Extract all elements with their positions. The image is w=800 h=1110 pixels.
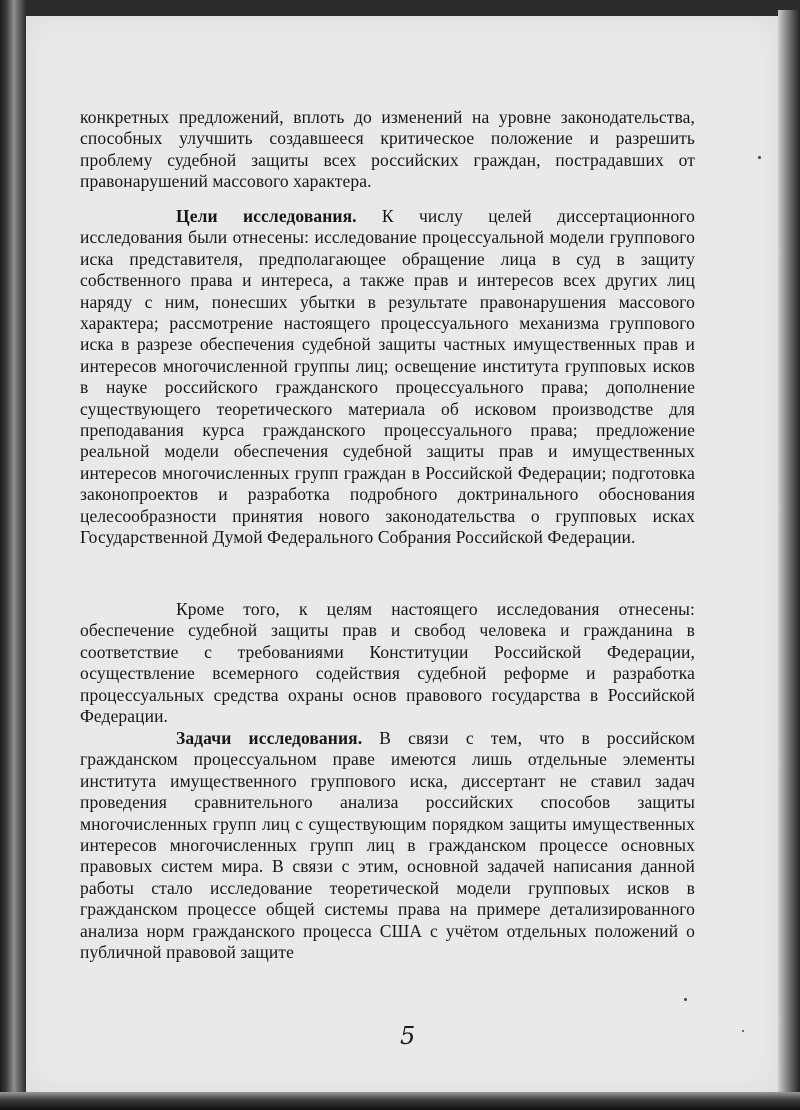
page-number: 5 (400, 1022, 416, 1050)
paragraph-text: Кроме того, к целям настоящего исследования отнесены: обеспечение судебной защиты прав и свобод человека и гражданина в соответствие с требованиями Конституции Российской Федерации, осуществление всемерного содействия судебной реформе и разработка процессуальных средства охраны основ правового государства в Российской Федерации. (80, 599, 695, 727)
paragraph-text: К числу целей диссертационного исследования были отнесены: исследование процессуальной модели группового иска представителя, предполагающее обращение лица в суд в защиту собственного права и интереса, а также прав и интересов всех других лиц наряду с ним, понесших убытки в результате правонарушения массового характера; рассмотрение настоящего процессуального механизма группового иска в разрезе обеспечения судебной защиты частных имущественных прав и интересов многочисленной группы лиц; освещение института групповых исков в науке российского гражданского процессуального права; дополнение существующего теоретического материала об исковом производстве для преподавания курса гражданского процессуального права; предложение реальной модели обеспечения судебной защиты прав и имущественных интересов многочисленных групп граждан в Российской Федерации; подготовка законопроектов и разработка подробного доктринального обоснования целесообразности принятия нового законодательства о групповых исках Государственной Думой Федерального Собрания Российской Федерации. (80, 206, 696, 548)
scan-speck (758, 156, 761, 159)
page-edge-bottom (0, 1092, 800, 1110)
paragraph-body (80, 206, 695, 549)
page-edge-right (778, 10, 800, 1110)
scan-speck (742, 1030, 744, 1032)
paragraph-research-tasks (80, 728, 695, 963)
section-heading-tasks: Задачи исследования. (176, 728, 363, 748)
paragraph-text: В связи с тем, что в российском гражданском процессуальном праве имеются лишь отдельные элементы института имущественного группового иска, диссертант не ставил задач проведения сравнительного анализа российских способов защиты многочисленных групп лиц с существующим порядком защиты имущественных интересов многочисленных групп лиц в гражданском процессе основных правовых систем мира. В связи с этим, основной задачей написания данной работы стало исследование теоретической модели групповых исков в гражданском процессе общей системы права на примере детализированного анализа норм гражданского процесса США с учётом отдельных положений о публичной правовой защите (80, 728, 695, 963)
paragraph-body (80, 728, 695, 963)
scan-speck (684, 998, 687, 1001)
section-heading-goals: Цели исследования. (176, 206, 357, 226)
paragraph-text: конкретных предложений, вплоть до изменений на уровне законодательства, способных улучшить создавшееся критическое положение и разрешить проблему судебной защиты всех российских граждан, пострадавших от правонарушений массового характера. (80, 107, 695, 192)
paragraph-research-goals (80, 206, 695, 549)
paragraph-additional-goals (80, 599, 695, 727)
paragraph-continuation (80, 107, 695, 193)
